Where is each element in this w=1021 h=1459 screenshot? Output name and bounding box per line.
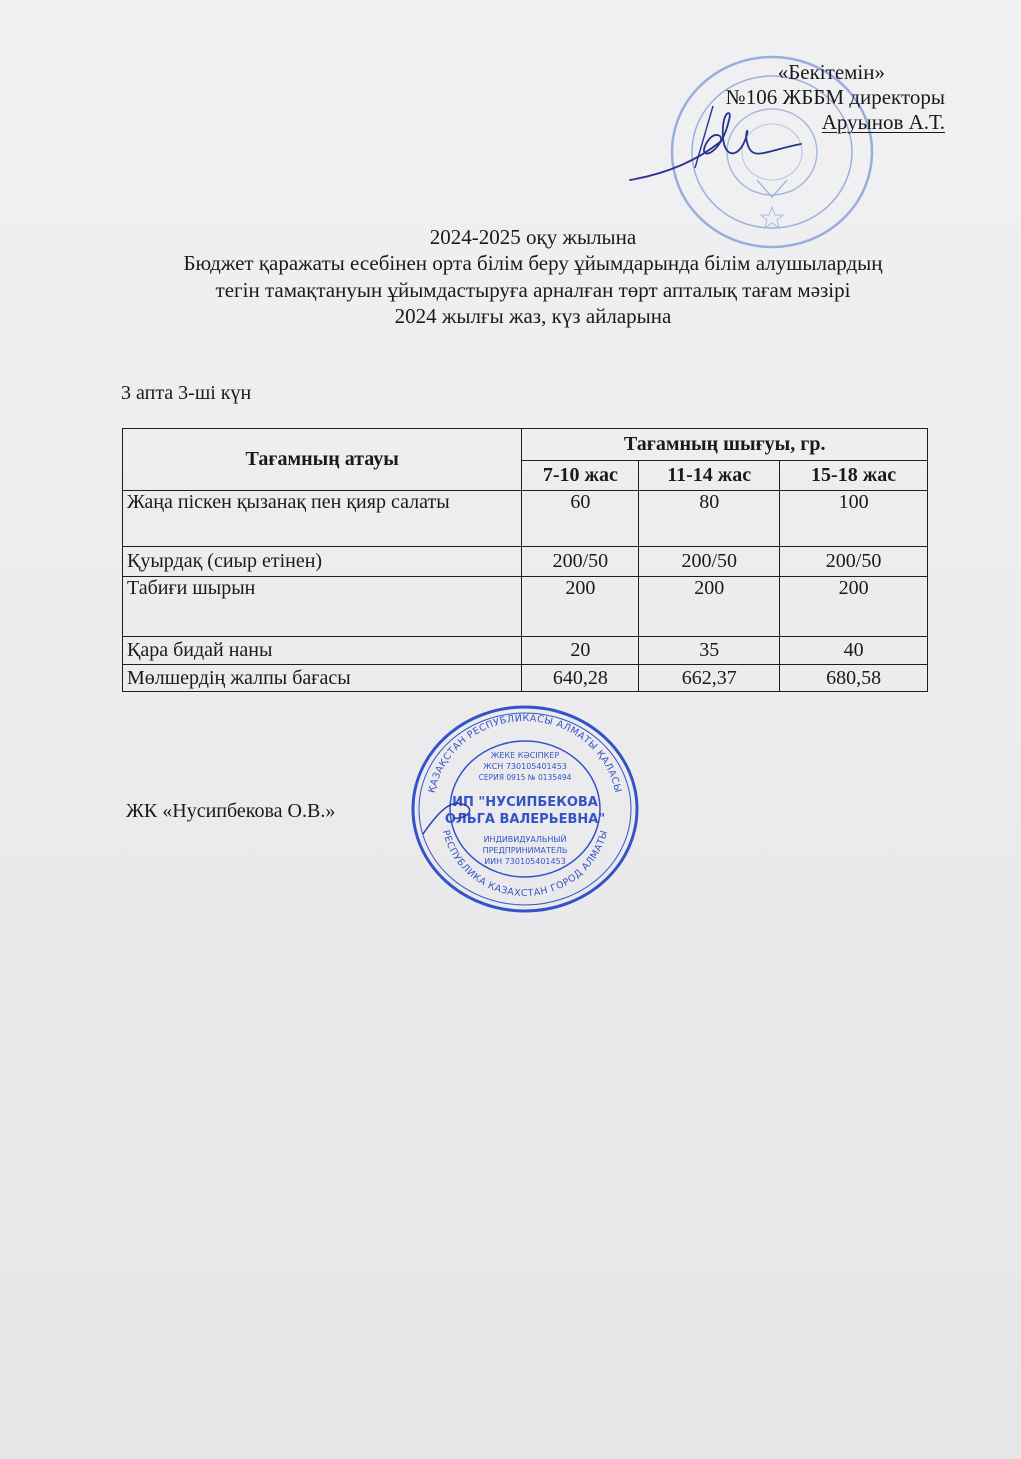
svg-text:ОЛЬГА ВАЛЕРЬЕВНА": ОЛЬГА ВАЛЕРЬЕВНА" xyxy=(444,812,606,827)
entrepreneur-signature-line: ЖК «Нусипбекова О.В.» xyxy=(126,800,336,822)
header-age-7-10: 7-10 жас xyxy=(522,461,639,491)
menu-table xyxy=(122,428,928,692)
dish-name: Жаңа піскен қызанақ пен қияр салаты xyxy=(123,491,522,547)
director-signature xyxy=(625,98,805,193)
dish-name: Қара бидай наны xyxy=(123,637,522,665)
svg-text:ИНДИВИДУАЛЬНЫЙ: ИНДИВИДУАЛЬНЫЙ xyxy=(483,835,567,844)
table-row xyxy=(123,637,928,665)
yield-value: 20 xyxy=(522,637,639,665)
yield-value: 35 xyxy=(639,637,780,665)
svg-text:ЖСН 730105401453: ЖСН 730105401453 xyxy=(483,762,567,771)
yield-value: 200/50 xyxy=(780,547,928,577)
table-row-total xyxy=(123,665,928,692)
yield-value: 60 xyxy=(522,491,639,547)
title-line-2: Бюджет қаражаты есебінен орта білім беру ұйымдарында білім алушылардың xyxy=(183,251,883,276)
svg-text:ҚАЗАҚСТАН РЕСПУБЛИКАСЫ АЛМАТЫ: ҚАЗАҚСТАН РЕСПУБЛИКАСЫ АЛМАТЫ ҚАЛАСЫ xyxy=(426,712,624,795)
yield-value: 200 xyxy=(639,577,780,637)
yield-value: 200/50 xyxy=(522,547,639,577)
title-line-1: 2024-2025 оқу жылына xyxy=(429,225,637,249)
yield-value: 200/50 xyxy=(639,547,780,577)
approval-heading: «Бекітемін» xyxy=(777,60,885,84)
svg-text:ИП "НУСИПБЕКОВА: ИП "НУСИПБЕКОВА xyxy=(452,795,598,810)
yield-value: 200 xyxy=(522,577,639,637)
header-dish-name: Тағамның атауы xyxy=(123,429,522,491)
total-price-value: 680,58 xyxy=(780,665,928,692)
header-age-11-14: 11-14 жас xyxy=(639,461,780,491)
svg-text:ИИН 730105401453: ИИН 730105401453 xyxy=(484,857,566,866)
title-line-3: тегін тамақтануын ұйымдастыруға арналған төрт апталық тағам мәзірі xyxy=(215,277,851,302)
svg-text:ПРЕДПРИНИМАТЕЛЬ: ПРЕДПРИНИМАТЕЛЬ xyxy=(482,846,568,855)
total-price-value: 640,28 xyxy=(522,665,639,692)
header-yield: Тағамның шығуы, гр. xyxy=(522,429,928,461)
approval-position: №106 ЖББМ директоры xyxy=(725,85,945,110)
yield-value: 100 xyxy=(780,491,928,547)
dish-name: Қуырдақ (сиыр етінен) xyxy=(123,547,522,577)
total-price-value: 662,37 xyxy=(639,665,780,692)
dish-name: Табиғи шырын xyxy=(123,577,522,637)
svg-text:СЕРИЯ 0915 № 0135494: СЕРИЯ 0915 № 0135494 xyxy=(478,773,572,782)
approval-director-name: Аруынов А.Т. xyxy=(821,110,945,135)
header-age-15-18: 15-18 жас xyxy=(780,461,928,491)
table-row xyxy=(123,547,928,577)
title-line-4: 2024 жылғы жаз, күз айларына xyxy=(394,303,672,328)
yield-value: 80 xyxy=(639,491,780,547)
table-row xyxy=(123,491,928,547)
table-row xyxy=(123,577,928,637)
total-price-label: Мөлшердің жалпы бағасы xyxy=(123,665,522,692)
yield-value: 40 xyxy=(780,637,928,665)
day-label: 3 апта 3-ші күн xyxy=(121,382,252,404)
entrepreneur-round-stamp xyxy=(405,702,645,917)
yield-value: 200 xyxy=(780,577,928,637)
svg-text:ЖЕКЕ КӘСІПКЕР: ЖЕКЕ КӘСІПКЕР xyxy=(490,751,560,760)
svg-text:РЕСПУБЛИКА КАЗАХСТАН ГОРОД АЛМ: РЕСПУБЛИКА КАЗАХСТАН ГОРОД АЛМАТЫ xyxy=(439,828,611,900)
